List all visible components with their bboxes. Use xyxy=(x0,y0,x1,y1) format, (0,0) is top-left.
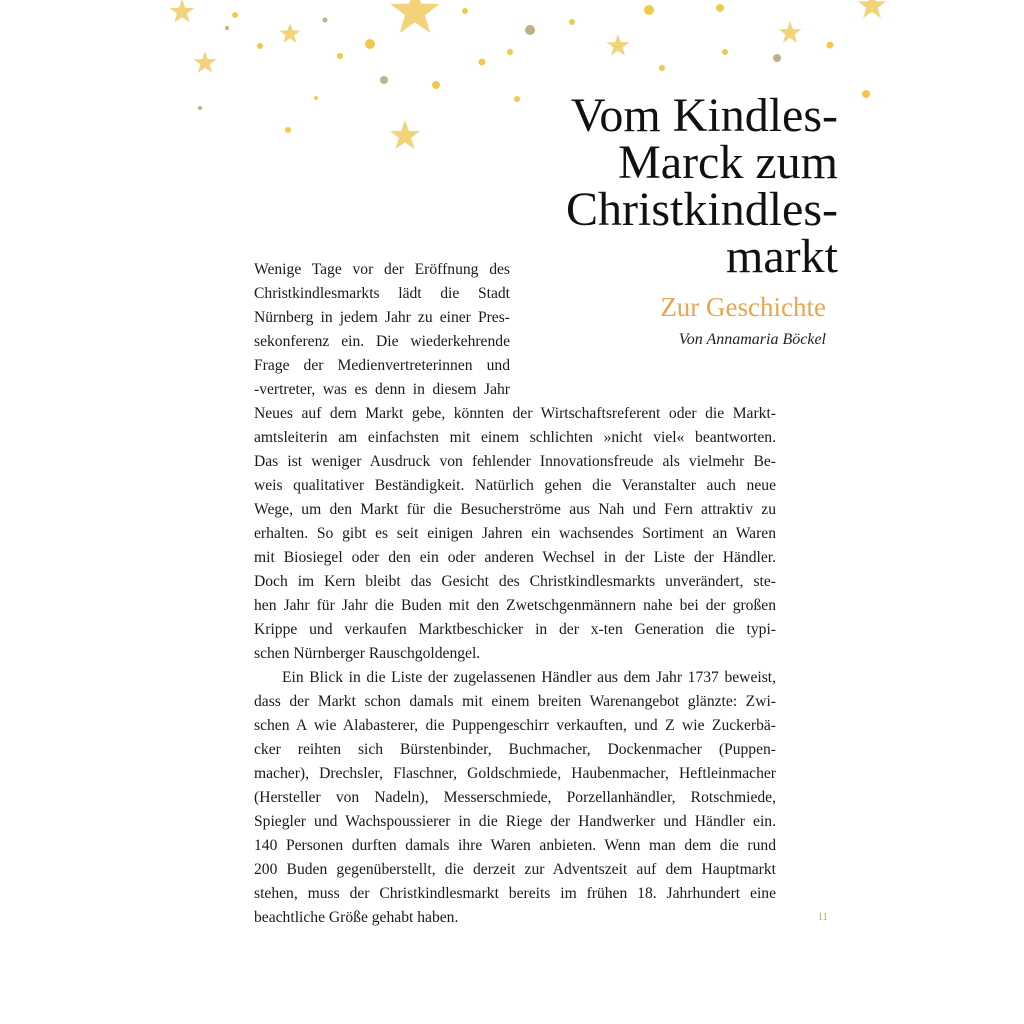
dot xyxy=(716,4,724,12)
dot xyxy=(862,90,870,98)
dot xyxy=(380,76,388,84)
body-line: Christkindlesmarkts lädt die Stadt xyxy=(254,285,510,302)
title-line: Vom Kindles- xyxy=(570,89,838,142)
body-line: Wege, um den Markt für die Besucherströme aus Nah und Fern attraktiv zu xyxy=(254,501,776,518)
dot xyxy=(285,127,291,133)
title-line: Christkindles- xyxy=(566,183,838,236)
body-line: 200 Buden gegenüberstellt, die derzeit zur Adventszeit auf dem Hauptmarkt xyxy=(254,861,776,878)
star-icon xyxy=(390,120,420,149)
dot xyxy=(257,43,263,49)
dot xyxy=(773,54,781,62)
dot xyxy=(722,49,728,55)
dot xyxy=(525,25,535,35)
dot xyxy=(462,8,468,14)
star-icon xyxy=(390,0,439,33)
star-icon xyxy=(170,0,195,23)
dot xyxy=(365,39,375,49)
body-line: Doch im Kern bleibt das Gesicht des Christkindlesmarkts unverändert, ste- xyxy=(254,573,776,590)
title-line: markt xyxy=(726,230,838,283)
dot xyxy=(432,81,440,89)
dot xyxy=(644,5,654,15)
body-line: Spiegler und Wachspoussierer in die Riege der Handwerker und Händler ein. xyxy=(254,813,776,830)
body-line: (Hersteller von Nadeln), Messerschmiede, Porzellanhändler, Rotschmiede, xyxy=(254,789,776,806)
body-line: beachtliche Größe gehabt haben. xyxy=(254,909,459,926)
dot xyxy=(569,19,575,25)
author-byline: Von Annamaria Böckel xyxy=(678,331,826,348)
article-body xyxy=(254,258,776,930)
body-line: Neues auf dem Markt gebe, könnten der Wirtschaftsreferent oder die Markt- xyxy=(254,405,776,422)
star-icon xyxy=(779,21,802,43)
body-line: weis qualitativer Beständigkeit. Natürlich gehen die Veranstalter auch neue xyxy=(254,477,776,494)
body-line: Ein Blick in die Liste der zugelassenen Händler aus dem Jahr 1737 beweist, xyxy=(282,669,776,686)
body-line: macher), Drechsler, Flaschner, Goldschmiede, Haubenmacher, Heftleinmacher xyxy=(254,765,776,782)
star-icon xyxy=(280,23,301,43)
body-line: 140 Personen durften damals ihre Waren anbieten. Wenn man dem die rund xyxy=(254,837,776,854)
article-subtitle: Zur Geschichte xyxy=(660,292,826,322)
body-line: mit Biosiegel oder den ein oder anderen Wechsel in der Liste der Händler. xyxy=(254,549,776,566)
body-line: schen A wie Alabasterer, die Puppengeschirr verkauften, und Z wie Zuckerbä- xyxy=(254,717,776,734)
body-line: Wenige Tage vor der Eröffnung des xyxy=(254,261,510,278)
body-line: hen Jahr für Jahr die Buden mit den Zwetschgenmännern nahe bei der großen xyxy=(254,597,776,614)
title-line: Marck zum xyxy=(618,136,838,189)
body-line: sekonferenz ein. Die wiederkehrende xyxy=(254,333,510,350)
body-line: Frage der Medienvertreterinnen und xyxy=(254,357,510,374)
dot xyxy=(827,42,834,49)
star-icon xyxy=(607,34,630,56)
article-title xyxy=(498,89,838,283)
dot xyxy=(479,59,486,66)
body-line: -vertreter, was es denn in diesem Jahr xyxy=(254,381,510,398)
page-number: 11 xyxy=(818,912,828,923)
body-line: erhalten. So gibt es seit einigen Jahren ein wachsendes Sortiment an Waren xyxy=(254,525,776,542)
dot xyxy=(323,18,328,23)
body-line: Nürnberg in jedem Jahr zu einer Pres- xyxy=(254,309,510,326)
body-line: cker reihten sich Bürstenbinder, Buchmacher, Dockenmacher (Puppen- xyxy=(254,741,776,758)
body-line: schen Nürnberger Rauschgoldengel. xyxy=(254,645,481,662)
body-line: stehen, muss der Christkindlesmarkt bereits im frühen 18. Jahrhundert eine xyxy=(254,885,776,902)
star-icon xyxy=(858,0,887,18)
body-line: dass der Markt schon damals mit einem breiten Warenangebot glänzte: Zwi- xyxy=(254,693,776,710)
dot xyxy=(337,53,343,59)
dot xyxy=(225,26,229,30)
body-line: Krippe und verkaufen Marktbeschicker in der x-ten Generation die typi- xyxy=(254,621,776,638)
dot xyxy=(507,49,513,55)
body-line: Das ist weniger Ausdruck von fehlender Innovationsfreude als vielmehr Be- xyxy=(254,453,776,470)
dot xyxy=(198,106,202,110)
star-icon xyxy=(194,51,217,73)
dot xyxy=(659,65,665,71)
dot xyxy=(232,12,238,18)
dot xyxy=(314,96,318,100)
body-line: amtsleiterin am einfachsten mit einem schlichten »nicht viel« beantworten. xyxy=(254,429,776,446)
